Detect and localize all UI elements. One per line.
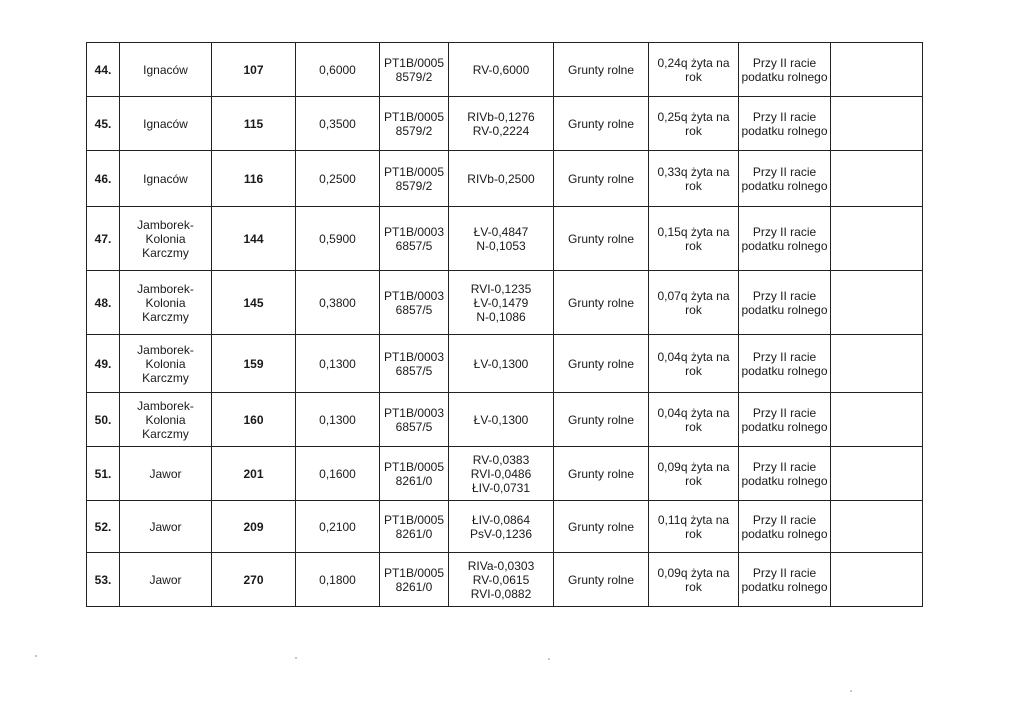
cell-payment-term-line: Przy II racie (752, 349, 817, 364)
cell-rent (649, 151, 739, 207)
cell-plot-number: 145 (212, 271, 296, 335)
cell-location-line: Ignaców (143, 171, 188, 186)
cell-location-line: Jamborek- (137, 281, 194, 296)
cell-soil-classes-line: RVI-0,0882 (470, 586, 532, 601)
cell-rent (649, 97, 739, 151)
cell-soil-classes-line: RIVb-0,1276 (467, 109, 535, 124)
cell-rent-line: rok (685, 473, 702, 488)
scan-speck (548, 658, 550, 660)
cell-location-line: Ignaców (143, 116, 188, 131)
cell-land-registry-line: PT1B/0003 (383, 224, 445, 239)
cell-land-registry (380, 151, 449, 207)
scan-speck (850, 690, 852, 692)
cell-area: 0,2500 (296, 151, 380, 207)
cell-location (120, 553, 212, 607)
cell-plot-number: 144 (212, 207, 296, 271)
table-row (87, 97, 923, 151)
table-row (87, 271, 923, 335)
cell-location (120, 43, 212, 97)
cell-land-use: Grunty rolne (554, 335, 649, 393)
cell-payment-term-line: Przy II racie (752, 164, 817, 179)
cell-payment-term (739, 501, 831, 553)
cell-land-registry-line: PT1B/0005 (383, 164, 445, 179)
cell-location-line: Karczmy (142, 309, 189, 324)
cell-plot-number: 115 (212, 97, 296, 151)
cell-land-registry (380, 447, 449, 501)
cell-area: 0,3500 (296, 97, 380, 151)
cell-rent-line: 0,09q żyta na (657, 565, 730, 580)
cell-rent-line: rok (685, 363, 702, 378)
cell-lp: 52. (87, 501, 120, 553)
cell-land-registry-line: 8261/0 (395, 526, 433, 541)
cell-payment-term-line: Przy II racie (752, 224, 817, 239)
cell-rent-line: 0,24q żyta na (657, 55, 730, 70)
cell-rent-line: rok (685, 419, 702, 434)
cell-soil-classes (449, 553, 554, 607)
cell-soil-classes (449, 271, 554, 335)
cell-plot-number: 116 (212, 151, 296, 207)
cell-rent (649, 335, 739, 393)
cell-rent (649, 501, 739, 553)
cell-location (120, 207, 212, 271)
cell-location (120, 501, 212, 553)
cell-location-line: Kolonia (145, 231, 186, 246)
cell-land-use: Grunty rolne (554, 553, 649, 607)
cell-rent (649, 393, 739, 447)
cell-rent-line: 0,04q żyta na (657, 405, 730, 420)
cell-empty (831, 207, 923, 271)
cell-lp: 49. (87, 335, 120, 393)
cell-soil-classes (449, 393, 554, 447)
cell-plot-number: 159 (212, 335, 296, 393)
cell-rent (649, 447, 739, 501)
cell-land-use: Grunty rolne (554, 447, 649, 501)
cell-empty (831, 43, 923, 97)
cell-land-registry-line: 8579/2 (395, 178, 433, 193)
cell-payment-term-line: Przy II racie (752, 512, 817, 527)
cell-rent (649, 43, 739, 97)
cell-empty (831, 151, 923, 207)
cell-soil-classes-line: RV-0,2224 (472, 123, 530, 138)
cell-location-line: Jamborek- (137, 398, 194, 413)
cell-land-use: Grunty rolne (554, 393, 649, 447)
cell-land-registry-line: 8579/2 (395, 69, 433, 84)
cell-land-registry-line: 8261/0 (395, 579, 433, 594)
cell-payment-term-line: Przy II racie (752, 55, 817, 70)
cell-rent-line: rok (685, 69, 702, 84)
scan-speck (35, 655, 37, 657)
cell-location (120, 97, 212, 151)
cell-payment-term-line: podatku rolnego (741, 69, 828, 84)
cell-land-registry-line: 6857/5 (395, 419, 433, 434)
cell-payment-term-line: podatku rolnego (741, 579, 828, 594)
cell-location (120, 393, 212, 447)
cell-soil-classes (449, 207, 554, 271)
cell-rent-line: 0,33q żyta na (657, 164, 730, 179)
cell-payment-term (739, 447, 831, 501)
cell-area: 0,1800 (296, 553, 380, 607)
cell-payment-term (739, 393, 831, 447)
cell-lp: 47. (87, 207, 120, 271)
cell-rent-line: 0,25q żyta na (657, 109, 730, 124)
cell-payment-term (739, 207, 831, 271)
cell-lp: 46. (87, 151, 120, 207)
cell-rent-line: rok (685, 123, 702, 138)
cell-soil-classes-line: RIVb-0,2500 (467, 171, 535, 186)
cell-rent-line: rok (685, 178, 702, 193)
cell-payment-term-line: podatku rolnego (741, 238, 828, 253)
cell-location-line: Karczmy (142, 370, 189, 385)
scan-speck (295, 657, 297, 659)
cell-land-registry (380, 97, 449, 151)
table-body (87, 43, 923, 607)
cell-land-registry-line: PT1B/0005 (383, 459, 445, 474)
cell-location-line: Jamborek- (137, 217, 194, 232)
cell-rent-line: 0,04q żyta na (657, 349, 730, 364)
cell-payment-term (739, 97, 831, 151)
cell-payment-term-line: podatku rolnego (741, 302, 828, 317)
cell-rent (649, 553, 739, 607)
cell-rent (649, 207, 739, 271)
cell-land-registry (380, 501, 449, 553)
cell-lp: 51. (87, 447, 120, 501)
table-row (87, 151, 923, 207)
cell-soil-classes-line: N-0,1053 (476, 238, 526, 253)
cell-soil-classes (449, 43, 554, 97)
cell-rent-line: 0,15q żyta na (657, 224, 730, 239)
cell-soil-classes (449, 97, 554, 151)
cell-land-registry-line: PT1B/0003 (383, 288, 445, 303)
cell-rent-line: rok (685, 526, 702, 541)
cell-soil-classes-line: ŁV-0,4847 (473, 224, 529, 239)
cell-payment-term-line: Przy II racie (752, 459, 817, 474)
cell-land-registry-line: PT1B/0003 (383, 405, 445, 420)
cell-land-registry-line: PT1B/0005 (383, 565, 445, 580)
cell-location-line: Jawor (149, 572, 182, 587)
cell-soil-classes-line: RVI-0,0486 (470, 466, 532, 481)
cell-soil-classes-line: ŁV-0,1300 (473, 356, 529, 371)
cell-soil-classes-line: ŁV-0,1479 (473, 295, 529, 310)
land-table (86, 42, 923, 607)
cell-soil-classes-line: RVI-0,1235 (470, 281, 532, 296)
cell-lp: 53. (87, 553, 120, 607)
cell-payment-term-line: podatku rolnego (741, 526, 828, 541)
cell-location-line: Karczmy (142, 245, 189, 260)
cell-rent-line: 0,11q żyta na (657, 512, 730, 527)
cell-empty (831, 501, 923, 553)
cell-area: 0,1300 (296, 335, 380, 393)
table-row (87, 447, 923, 501)
cell-empty (831, 97, 923, 151)
cell-payment-term-line: Przy II racie (752, 565, 817, 580)
cell-land-registry (380, 393, 449, 447)
cell-location (120, 447, 212, 501)
cell-location-line: Jawor (149, 519, 182, 534)
cell-soil-classes (449, 501, 554, 553)
cell-payment-term-line: Przy II racie (752, 109, 817, 124)
cell-empty (831, 553, 923, 607)
cell-area: 0,1600 (296, 447, 380, 501)
cell-land-use: Grunty rolne (554, 271, 649, 335)
cell-land-registry-line: 6857/5 (395, 238, 433, 253)
cell-land-registry-line: PT1B/0005 (383, 109, 445, 124)
cell-payment-term (739, 151, 831, 207)
cell-plot-number: 209 (212, 501, 296, 553)
cell-area: 0,6000 (296, 43, 380, 97)
cell-area: 0,5900 (296, 207, 380, 271)
table-row (87, 43, 923, 97)
cell-location (120, 271, 212, 335)
cell-lp: 45. (87, 97, 120, 151)
cell-empty (831, 335, 923, 393)
cell-area: 0,2100 (296, 501, 380, 553)
cell-empty (831, 393, 923, 447)
cell-rent-line: rok (685, 238, 702, 253)
cell-location (120, 335, 212, 393)
cell-empty (831, 271, 923, 335)
cell-soil-classes-line: RV-0,6000 (472, 62, 530, 77)
cell-location-line: Kolonia (145, 356, 186, 371)
cell-payment-term (739, 553, 831, 607)
cell-location-line: Kolonia (145, 412, 186, 427)
cell-plot-number: 107 (212, 43, 296, 97)
cell-soil-classes-line: RV-0,0383 (472, 452, 530, 467)
cell-land-registry (380, 43, 449, 97)
cell-land-registry (380, 335, 449, 393)
cell-land-registry-line: PT1B/0003 (383, 349, 445, 364)
cell-land-registry (380, 553, 449, 607)
cell-soil-classes-line: N-0,1086 (476, 309, 526, 324)
cell-area: 0,1300 (296, 393, 380, 447)
cell-soil-classes-line: PsV-0,1236 (469, 526, 533, 541)
cell-land-registry-line: PT1B/0005 (383, 512, 445, 527)
table-row (87, 393, 923, 447)
cell-plot-number: 160 (212, 393, 296, 447)
cell-soil-classes (449, 151, 554, 207)
table-row (87, 335, 923, 393)
cell-rent-line: rok (685, 302, 702, 317)
cell-land-registry-line: 6857/5 (395, 302, 433, 317)
cell-payment-term-line: podatku rolnego (741, 363, 828, 378)
cell-land-use: Grunty rolne (554, 151, 649, 207)
cell-lp: 48. (87, 271, 120, 335)
cell-soil-classes (449, 447, 554, 501)
cell-location-line: Karczmy (142, 426, 189, 441)
cell-area: 0,3800 (296, 271, 380, 335)
cell-land-registry-line: 8261/0 (395, 473, 433, 488)
cell-plot-number: 201 (212, 447, 296, 501)
cell-location-line: Ignaców (143, 62, 188, 77)
cell-location-line: Jamborek- (137, 342, 194, 357)
cell-payment-term-line: Przy II racie (752, 288, 817, 303)
cell-soil-classes (449, 335, 554, 393)
cell-soil-classes-line: ŁIV-0,0864 (471, 512, 531, 527)
cell-plot-number: 270 (212, 553, 296, 607)
cell-location-line: Jawor (149, 466, 182, 481)
cell-location (120, 151, 212, 207)
cell-soil-classes-line: ŁV-0,1300 (473, 412, 529, 427)
cell-soil-classes-line: ŁIV-0,0731 (471, 480, 531, 495)
cell-rent (649, 271, 739, 335)
cell-payment-term-line: podatku rolnego (741, 178, 828, 193)
cell-lp: 44. (87, 43, 120, 97)
cell-payment-term-line: podatku rolnego (741, 473, 828, 488)
cell-land-use: Grunty rolne (554, 97, 649, 151)
cell-payment-term-line: podatku rolnego (741, 419, 828, 434)
cell-payment-term (739, 271, 831, 335)
cell-land-use: Grunty rolne (554, 207, 649, 271)
cell-land-use: Grunty rolne (554, 501, 649, 553)
cell-payment-term (739, 43, 831, 97)
cell-soil-classes-line: RV-0,0615 (472, 572, 530, 587)
cell-land-registry-line: 6857/5 (395, 363, 433, 378)
cell-location-line: Kolonia (145, 295, 186, 310)
cell-empty (831, 447, 923, 501)
cell-land-registry (380, 271, 449, 335)
cell-land-registry (380, 207, 449, 271)
cell-rent-line: 0,07q żyta na (657, 288, 730, 303)
cell-payment-term-line: podatku rolnego (741, 123, 828, 138)
cell-lp: 50. (87, 393, 120, 447)
cell-payment-term (739, 335, 831, 393)
cell-soil-classes-line: RIVa-0,0303 (467, 558, 535, 573)
cell-rent-line: rok (685, 579, 702, 594)
table-row (87, 553, 923, 607)
cell-rent-line: 0,09q żyta na (657, 459, 730, 474)
cell-land-registry-line: PT1B/0005 (383, 55, 445, 70)
cell-land-use: Grunty rolne (554, 43, 649, 97)
table-row (87, 501, 923, 553)
cell-payment-term-line: Przy II racie (752, 405, 817, 420)
cell-land-registry-line: 8579/2 (395, 123, 433, 138)
table-row (87, 207, 923, 271)
